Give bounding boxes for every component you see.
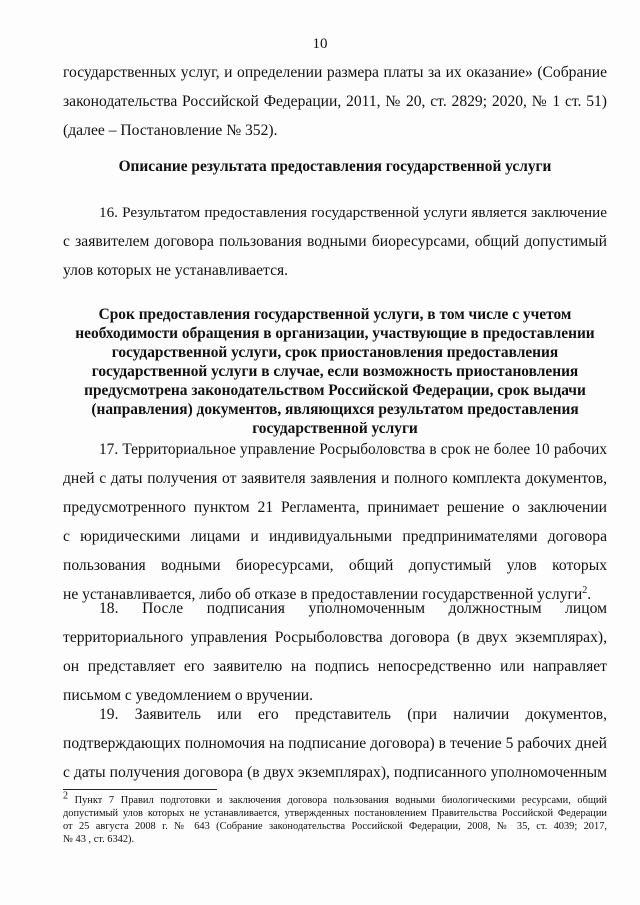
footnote-line: допустимый улов которых не устанавливается, утвержденных постановлением Правительства Российской Федерации (63, 808, 607, 819)
footnote-line: № 43 , ст. 6342). (63, 834, 135, 845)
paragraph-line: территориального управления Росрыболовства договора (в двух экземплярах), (63, 629, 607, 646)
footnote-line: от 25 августа 2008 г. № 643 (Собрание законодательства Российской Федерации, 2008, № 35, ст. 4039; 2017, (63, 821, 607, 832)
paragraph-line: 19. Заявитель или его представитель (при наличии документов, (99, 706, 607, 723)
footnote-divider (63, 789, 217, 790)
page-number: 10 (312, 36, 328, 52)
footnote-line: $^2$ Пункт 7 Правил подготовки и заключения договора пользования водными биологическими ресурсами, общий (63, 790, 607, 806)
intro-line: государственных услуг, и определении размера платы за их оказание» (Собрание (63, 64, 607, 81)
paragraph-line: улов которых не устанавливается. (63, 262, 289, 279)
section-heading-result: Описание результата предоставления государственной услуги (118, 158, 552, 175)
section-heading-terms: Срок предоставления государственной услуги, в том числе с учетом необходимости обращения в организации, участвующие в предоставлении государственной услуги, срок приостановления предоставления государственной услуги в случае, если возможность приостановления предусмотрена законодательством Российской Федерации, срок выдачи (направления) документов, являющихся результатом предоставления государственной услуги (75, 306, 595, 437)
paragraph-18 (63, 594, 607, 710)
intro-line: (далее – Постановление № 352). (63, 122, 278, 139)
footnote-mark: 2 (63, 790, 68, 802)
paragraph-17 (63, 435, 607, 609)
paragraph-line: с заявителем договора пользования водными биоресурсами, общий допустимый (63, 233, 607, 250)
paragraph-line: предусмотренного пунктом 21 Регламента, принимает решение о заключении (63, 499, 607, 516)
intro-line: законодательства Российской Федерации, 2011, № 20, ст. 2829; 2020, № 1 ст. 51) (63, 93, 607, 110)
paragraph-line: с юридическими лицами и индивидуальными предпринимателями договора (63, 528, 607, 545)
footnote (63, 790, 607, 846)
paragraph-line: пользования водными биоресурсами, общий допустимый улов которых (63, 557, 607, 574)
paragraph-line: 16. Результатом предоставления государственной услуги является заключение (99, 204, 607, 221)
paragraph-line: 18. После подписания уполномоченным должностным лицом (99, 600, 607, 617)
paragraph-line: с даты получения договора (в двух экземплярах), подписанного уполномоченным (63, 764, 607, 781)
paragraph-line: он представляет его заявителю на подпись непосредственно или направляет (63, 658, 607, 675)
footnote-reference[interactable]: 2 (582, 584, 588, 596)
paragraph-line: подтверждающих полномочия на подписание договора) в течение 5 рабочих дней (63, 735, 607, 752)
paragraph-line: не устанавливается, либо об отказе в предоставлении государственной услуги$^2$. (63, 584, 592, 603)
paragraph-line: дней с даты получения от заявителя заявления и полного комплекта документов, (63, 470, 607, 487)
paragraph-19 (63, 700, 607, 787)
intro-paragraph (63, 58, 607, 145)
paragraph-line: письмом с уведомлением о вручении. (63, 687, 313, 704)
paragraph-line: 17. Территориальное управление Росрыболовства в срок не более 10 рабочих (99, 441, 607, 458)
paragraph-16 (63, 198, 607, 285)
